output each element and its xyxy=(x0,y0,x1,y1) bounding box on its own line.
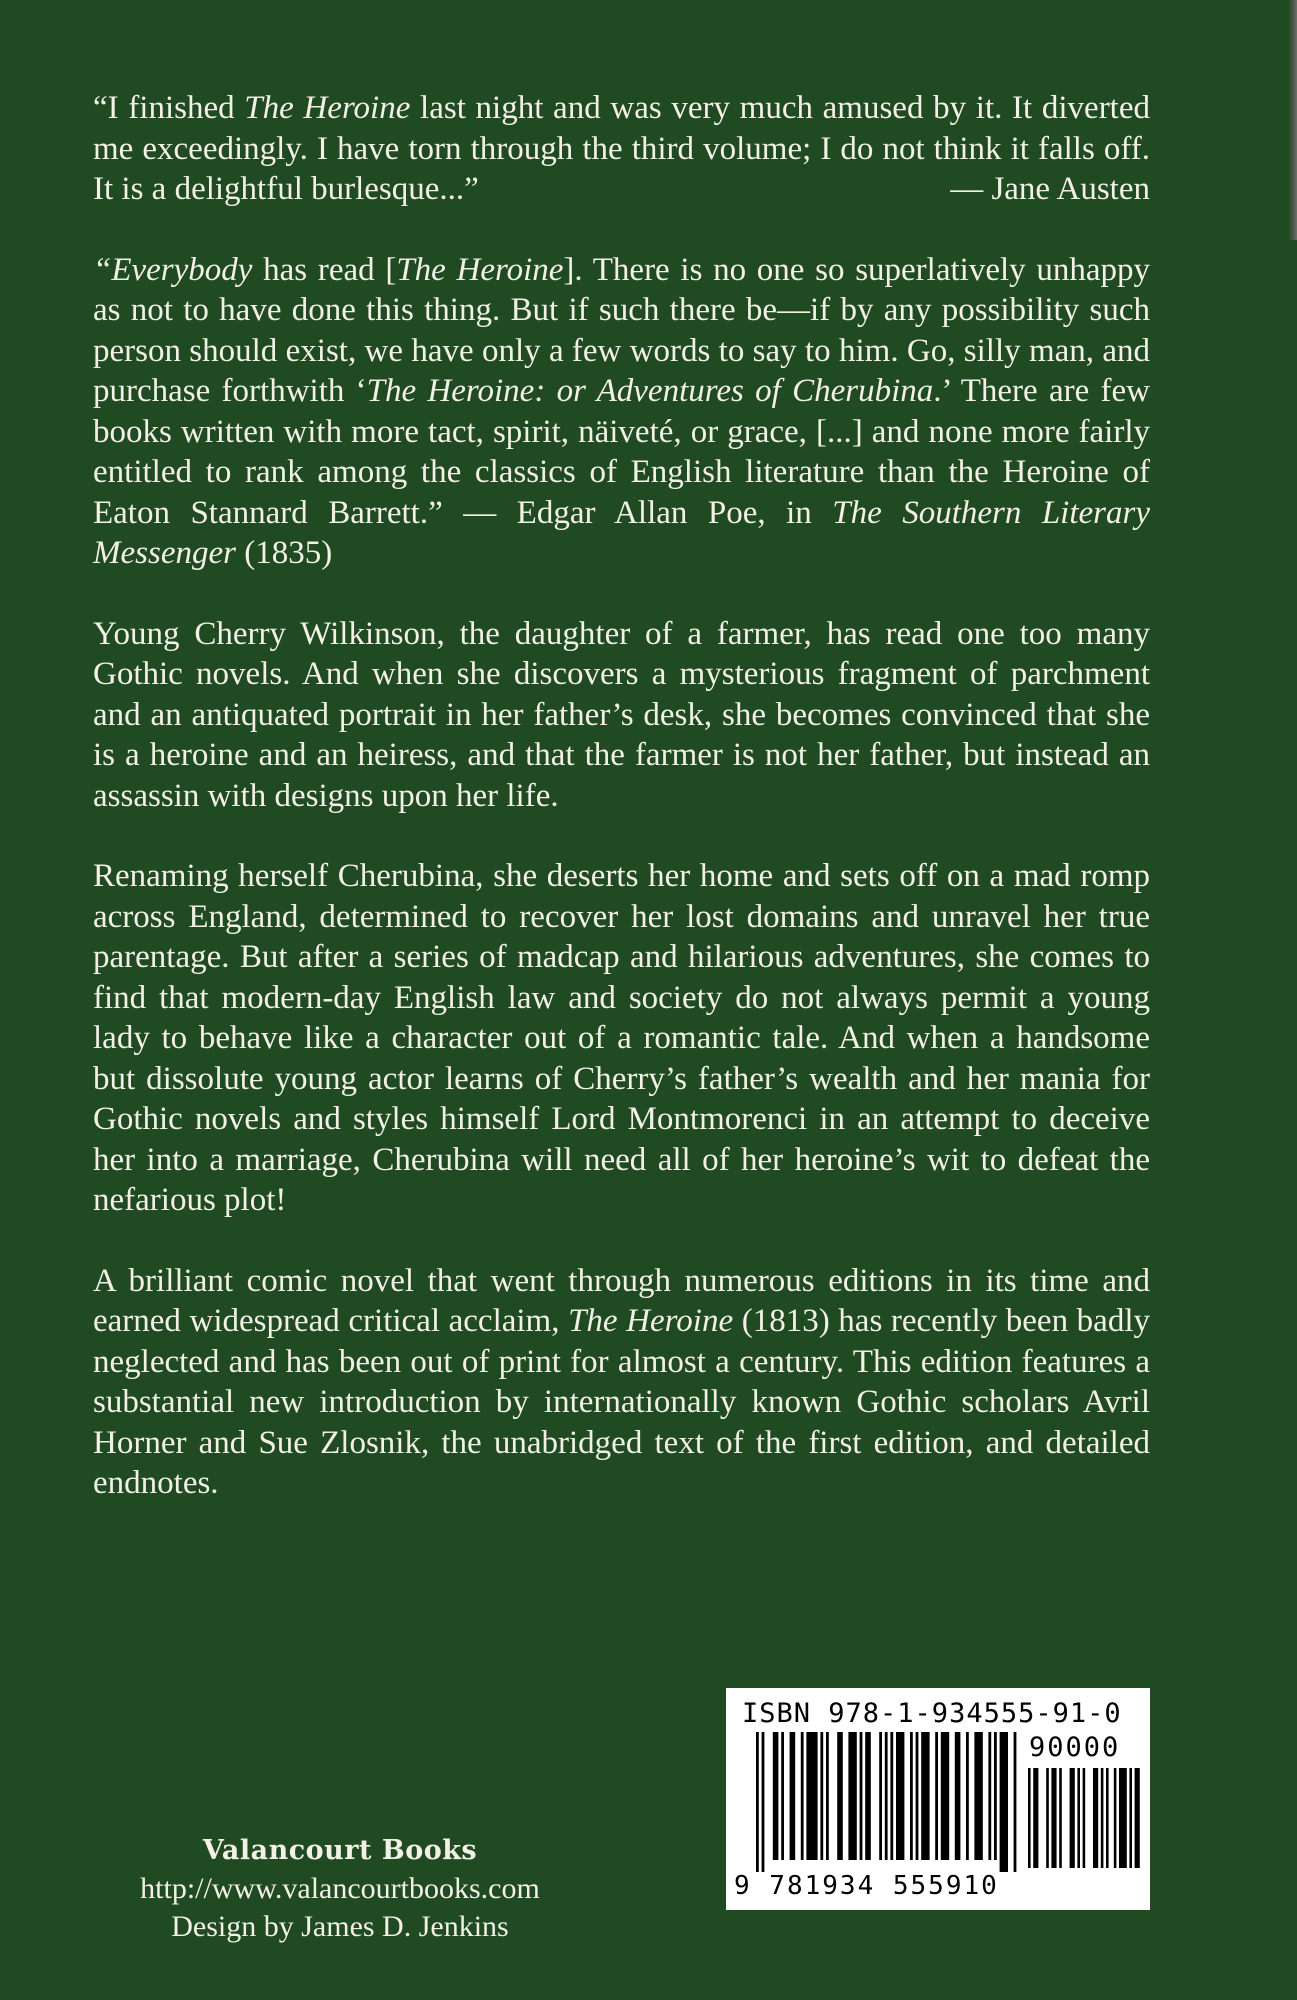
barcode-bar xyxy=(1059,1768,1062,1868)
austen-attribution: — Jane Austen xyxy=(950,171,1150,207)
description-paragraph-3 xyxy=(93,1261,1150,1504)
austen-quote-text-1: “I finished xyxy=(93,90,245,126)
barcode-bar xyxy=(860,1732,863,1860)
barcode-bar xyxy=(921,1732,929,1860)
barcode-bar xyxy=(762,1732,765,1872)
barcode-bar xyxy=(890,1732,893,1860)
back-cover-text xyxy=(93,88,1150,1544)
barcode-bar xyxy=(1106,1768,1109,1868)
barcode-bar xyxy=(865,1732,871,1860)
publisher-url: http://www.valancourtbooks.com xyxy=(140,1872,540,1905)
barcode-bar xyxy=(885,1732,888,1860)
barcode-bar xyxy=(966,1732,969,1860)
barcode-bar xyxy=(916,1732,919,1860)
barcode-bar xyxy=(756,1732,759,1872)
barcode-bar xyxy=(1077,1768,1080,1868)
ean-digits: 9 781934 555910 xyxy=(734,1871,999,1901)
barcode-bar xyxy=(1046,1768,1049,1868)
austen-quote-title: The Heroine xyxy=(244,90,411,126)
barcode-bar xyxy=(1119,1768,1127,1868)
barcode-bar xyxy=(1033,1768,1038,1868)
addon-barcode-bars xyxy=(1028,1768,1140,1872)
spine-edge xyxy=(1288,0,1297,240)
barcode-bar xyxy=(1014,1732,1017,1872)
barcode-bar xyxy=(1129,1768,1132,1868)
addon-code: 90000 xyxy=(1029,1732,1121,1763)
poe-quote-text-3: .’ There are few books written with more tact, spirit, näiveté, or grace, [...] and none more fairly entitled to rank among the classics of English literature than the Heroine of Eaton Stannard Barrett.” — Edgar Allan Poe, in xyxy=(93,373,1150,531)
barcode-bar xyxy=(837,1732,843,1860)
barcode-bar xyxy=(1051,1768,1056,1868)
barcode-bar xyxy=(955,1732,961,1860)
poe-quote-text-4: (1835) xyxy=(235,535,333,571)
isbn-barcode xyxy=(726,1688,1150,1910)
poe-quote-title-2: The Heroine: or Adventures of Cherubina xyxy=(366,373,934,409)
ean-barcode-bars xyxy=(756,1732,1018,1874)
barcode-bar xyxy=(994,1732,997,1860)
barcode-bar xyxy=(790,1732,796,1860)
poe-quote-periodical: The Southern Literary Messenger xyxy=(93,494,1150,571)
barcode-bar xyxy=(1135,1768,1140,1868)
barcode-bar xyxy=(1101,1768,1104,1868)
publisher-name: Valancourt Books xyxy=(202,1835,478,1866)
barcode-bar xyxy=(941,1732,949,1860)
barcode-bar xyxy=(935,1732,938,1860)
description-paragraph-2: Renaming herself Cherubina, she deserts her home and sets off on a mad romp across England, determined to recover her lost domains and unravel her true parentage. But after a series of madcap and hilarious adventures, she comes to find that modern-day English law and society do not always permit a young lady to behave like a character out of a romantic tale. And when a handsome but dissolute young actor learns of Cherry’s father’s wealth and her mania for Gothic novels and styles himself Lord Montmorenci in an attempt to deceive her into a marriage, Cherubina will need all of her heroine’s wit to defeat the nefarious plot! xyxy=(93,858,1150,1218)
barcode-bar xyxy=(1083,1768,1086,1868)
barcode-bar xyxy=(988,1732,991,1860)
poe-quote-text-1: has read [ xyxy=(252,251,397,288)
design-credit: Design by James D. Jenkins xyxy=(171,1910,509,1943)
description-paragraph-1: Young Cherry Wilkinson, the daughter of a farmer, has read one too many Gothic novels. And when she discovers a mysterious fragment of parchment and an antiquated portrait in her father’s desk, she becomes convinced that she is a heroine and an heiress, and that the farmer is not her father, but instead an assassin with designs upon her life. xyxy=(93,615,1150,814)
barcode-bar xyxy=(820,1732,823,1860)
description-paragraph-3-text-1: A brilliant comic novel that went through numerous editions in its time and earned widespread critical acclaim, xyxy=(93,1262,1150,1339)
description-paragraph-3-title: The Heroine xyxy=(568,1303,734,1339)
barcode-bar xyxy=(848,1732,856,1860)
description-paragraph-3-text-2: (1813) has recently been badly neglected and has been out of print for almost a century. This edition features a substantial new introduction by internationally known Gothic scholars Avril Horner and Sue Zlosnik, the unabridged text of the first edition, and detailed endnotes. xyxy=(93,1303,1150,1501)
barcode-bar xyxy=(910,1732,913,1860)
barcode-bar xyxy=(801,1732,804,1860)
poe-quote-title-1: The Heroine xyxy=(396,251,564,288)
austen-quote xyxy=(93,88,1150,210)
isbn-label: ISBN 978-1-934555-91-0 xyxy=(742,1698,1122,1729)
barcode-bar xyxy=(806,1732,817,1860)
barcode-bar xyxy=(826,1732,829,1860)
poe-quote xyxy=(93,250,1150,574)
poe-quote-text-2: ]. There is no one so superlatively unhappy as not to have done this thing. But if such there be—if by any possibility such person should exist, we have only a few words to say to him. Go, silly man, and purchase forthwith ‘ xyxy=(93,251,1150,409)
barcode-bar xyxy=(781,1732,784,1860)
barcode-bar xyxy=(974,1732,982,1860)
barcode-bar xyxy=(1000,1732,1008,1872)
publisher-info xyxy=(100,1832,580,1946)
barcode-bar xyxy=(879,1732,882,1860)
barcode-bar xyxy=(1028,1768,1031,1868)
barcode-bar xyxy=(1093,1768,1098,1868)
barcode-bar xyxy=(896,1732,904,1860)
poe-quote-everybody: “Everybody xyxy=(93,251,253,288)
barcode-bar xyxy=(1070,1768,1075,1868)
austen-quote-text-2: last night and was very much amused by it. It diverted me exceedingly. I have torn through the third volume; I do not think it falls off. It is a delightful burlesque...” xyxy=(93,90,1150,207)
barcode-bar xyxy=(773,1732,779,1860)
barcode-bar xyxy=(1114,1768,1117,1868)
